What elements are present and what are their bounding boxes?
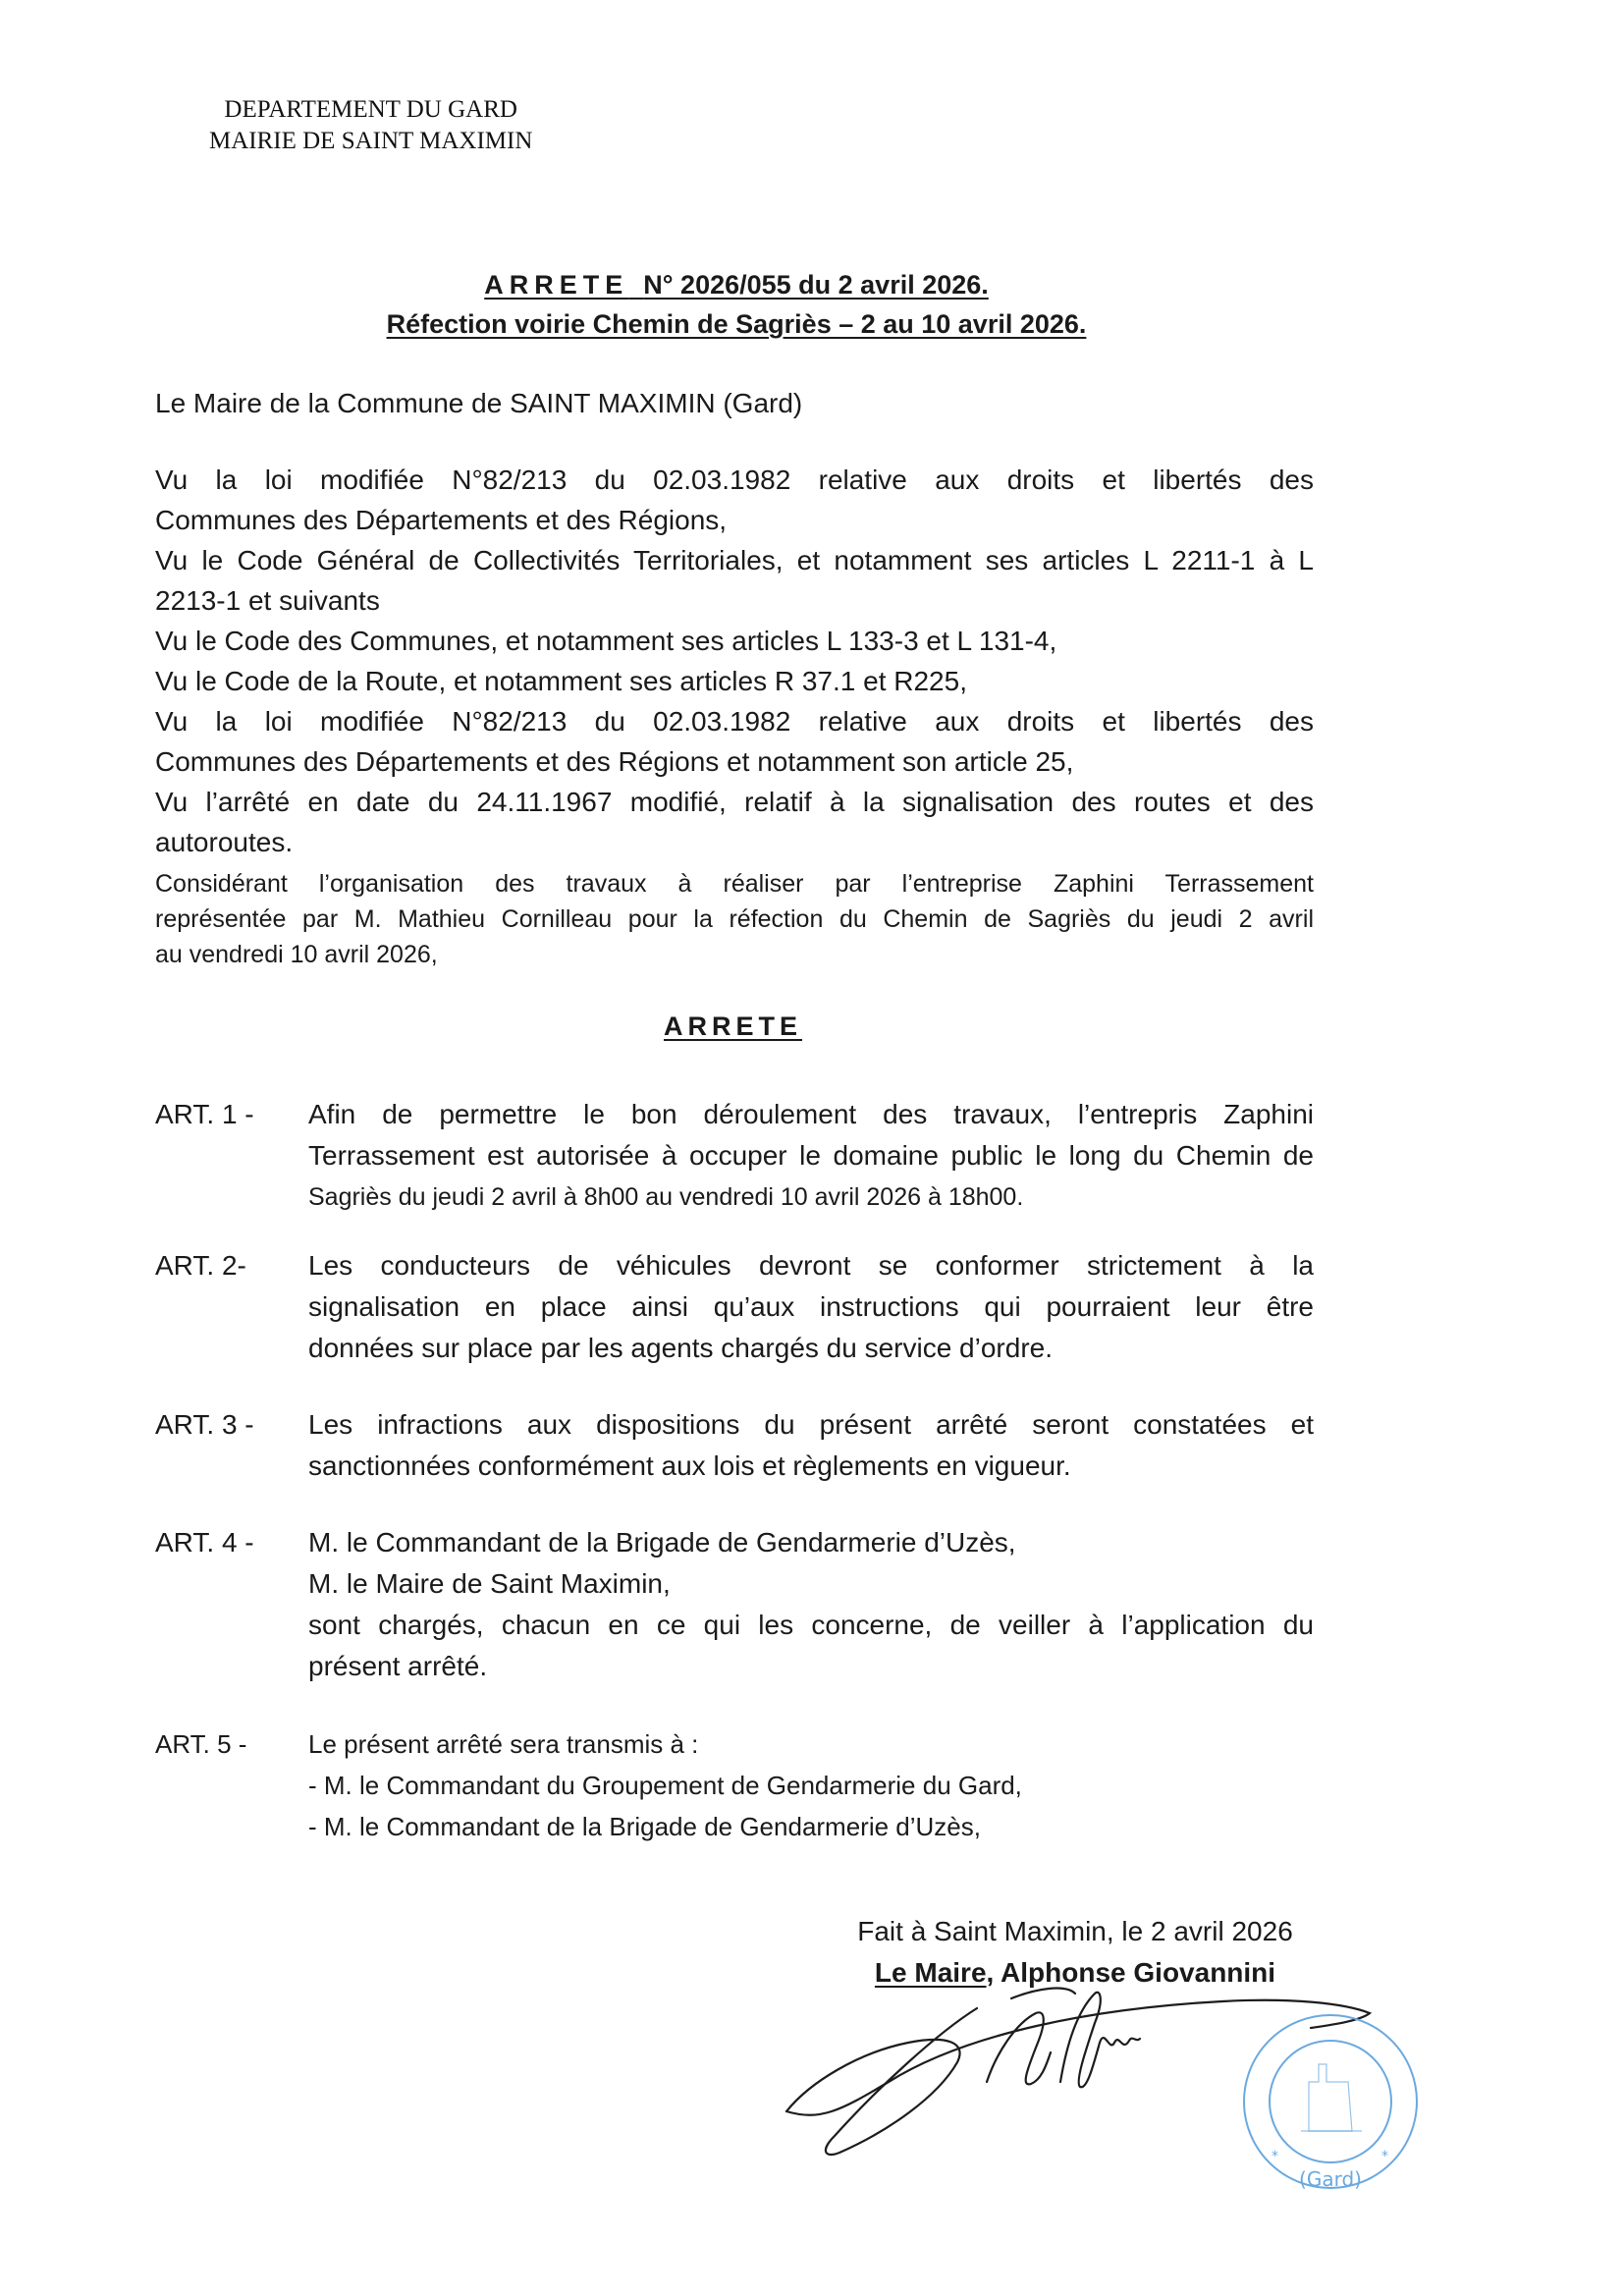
visa-line: Vu le Code Général de Collectivités Territoriales, et notamment ses articles L 2211-1 à L xyxy=(155,545,1314,575)
article-body: Afin de permettre le bon déroulement des travaux, l’entrepris Zaphini Terrassement est autorisée à occuper le domaine public le long du Chemin de Sagriès du jeudi 2 avril à 8h00 au vendredi 10 avril 2026 à 18h00. xyxy=(308,1099,1314,1211)
visa-line: Vu le Code de la Route, et notamment ses articles R 37.1 et R225, xyxy=(155,666,967,696)
article-body: Les conducteurs de véhicules devront se conformer strictement à la signalisation en place ainsi qu’aux instructions qui pourraient leur être données sur place par les agents chargés du service d’ordre. xyxy=(308,1250,1314,1363)
mairie-name: MAIRIE DE SAINT MAXIMIN xyxy=(209,128,533,154)
visa-line: autoroutes. xyxy=(155,827,294,857)
svg-text:*: * xyxy=(1381,2149,1388,2164)
arrete-word: ARRETE xyxy=(484,270,629,300)
letterhead xyxy=(209,94,532,157)
department-name: DEPARTEMENT DU GARD xyxy=(224,96,517,123)
decree-title xyxy=(157,265,1316,344)
article-body: Les infractions aux dispositions du présent arrêté seront constatées et sanctionnées conformément aux lois et règlements en vigueur. xyxy=(308,1409,1314,1481)
article-body: M. le Commandant de la Brigade de Gendarmerie d’Uzès, M. le Maire de Saint Maximin, sont chargés, chacun en ce qui les concerne, de veiller à l’application du présent arrêté. xyxy=(308,1527,1314,1681)
official-stamp-icon xyxy=(1232,2003,1429,2200)
visa-line: Vu la loi modifiée N°82/213 du 02.03.1982 relative aux droits et libertés des xyxy=(155,706,1314,737)
considerant-line: Considérant l’organisation des travaux à réaliser par l’entreprise Zaphini Terrassement xyxy=(155,870,1314,898)
svg-text:*: * xyxy=(1271,2149,1278,2164)
place-date: Fait à Saint Maximin, le 2 avril 2026 xyxy=(857,1916,1293,1946)
article-label: ART. 2- xyxy=(155,1250,246,1281)
visa-line: 2213-1 et suivants xyxy=(155,585,380,616)
article-5 xyxy=(155,1723,1314,1847)
decree-number-line xyxy=(157,265,1316,304)
article-2 xyxy=(155,1245,1314,1369)
article-4 xyxy=(155,1522,1314,1687)
visa-line: Communes des Départements et des Régions et notamment son article 25, xyxy=(155,746,1074,777)
intro-line: Le Maire de la Commune de SAINT MAXIMIN (Gard) xyxy=(155,388,803,418)
decree-number: N° 2026/055 du 2 avril 2026. xyxy=(643,270,989,300)
article-label: ART. 1 - xyxy=(155,1099,254,1129)
article-label: ART. 5 - xyxy=(155,1729,247,1759)
arrete-heading: ARRETE xyxy=(663,1011,802,1041)
visa-line: Vu le Code des Communes, et notamment ses articles L 133-3 et L 131-4, xyxy=(155,626,1057,656)
article-label: ART. 3 - xyxy=(155,1409,254,1440)
article-3 xyxy=(155,1404,1314,1487)
visa-line: Vu la loi modifiée N°82/213 du 02.03.1982 relative aux droits et libertés des xyxy=(155,465,1314,495)
considerant-line: représentée par M. Mathieu Cornilleau pour la réfection du Chemin de Sagriès du jeudi 2 avril xyxy=(155,905,1314,933)
visas-section xyxy=(155,460,1314,862)
considerant-line: au vendredi 10 avril 2026, xyxy=(155,941,438,968)
article-body: Le présent arrêté sera transmis à : - M. le Commandant du Groupement de Gendarmerie du Gard, - M. le Commandant de la Brigade de Gendarmerie d’Uzès, xyxy=(308,1729,1022,1841)
svg-text:(Gard): (Gard) xyxy=(1299,2167,1362,2191)
considerant-section xyxy=(155,866,1314,972)
signer-title: Le Maire xyxy=(874,1957,987,1988)
decree-subject: Réfection voirie Chemin de Sagriès – 2 au 10 avril 2026. xyxy=(386,309,1087,339)
article-1 xyxy=(155,1094,1314,1218)
visa-line: Vu l’arrêté en date du 24.11.1967 modifié, relatif à la signalisation des routes et des xyxy=(155,787,1314,817)
visa-line: Communes des Départements et des Régions, xyxy=(155,505,728,535)
signer-name: , Alphonse Giovannini xyxy=(986,1957,1276,1988)
article-label: ART. 4 - xyxy=(155,1527,254,1558)
